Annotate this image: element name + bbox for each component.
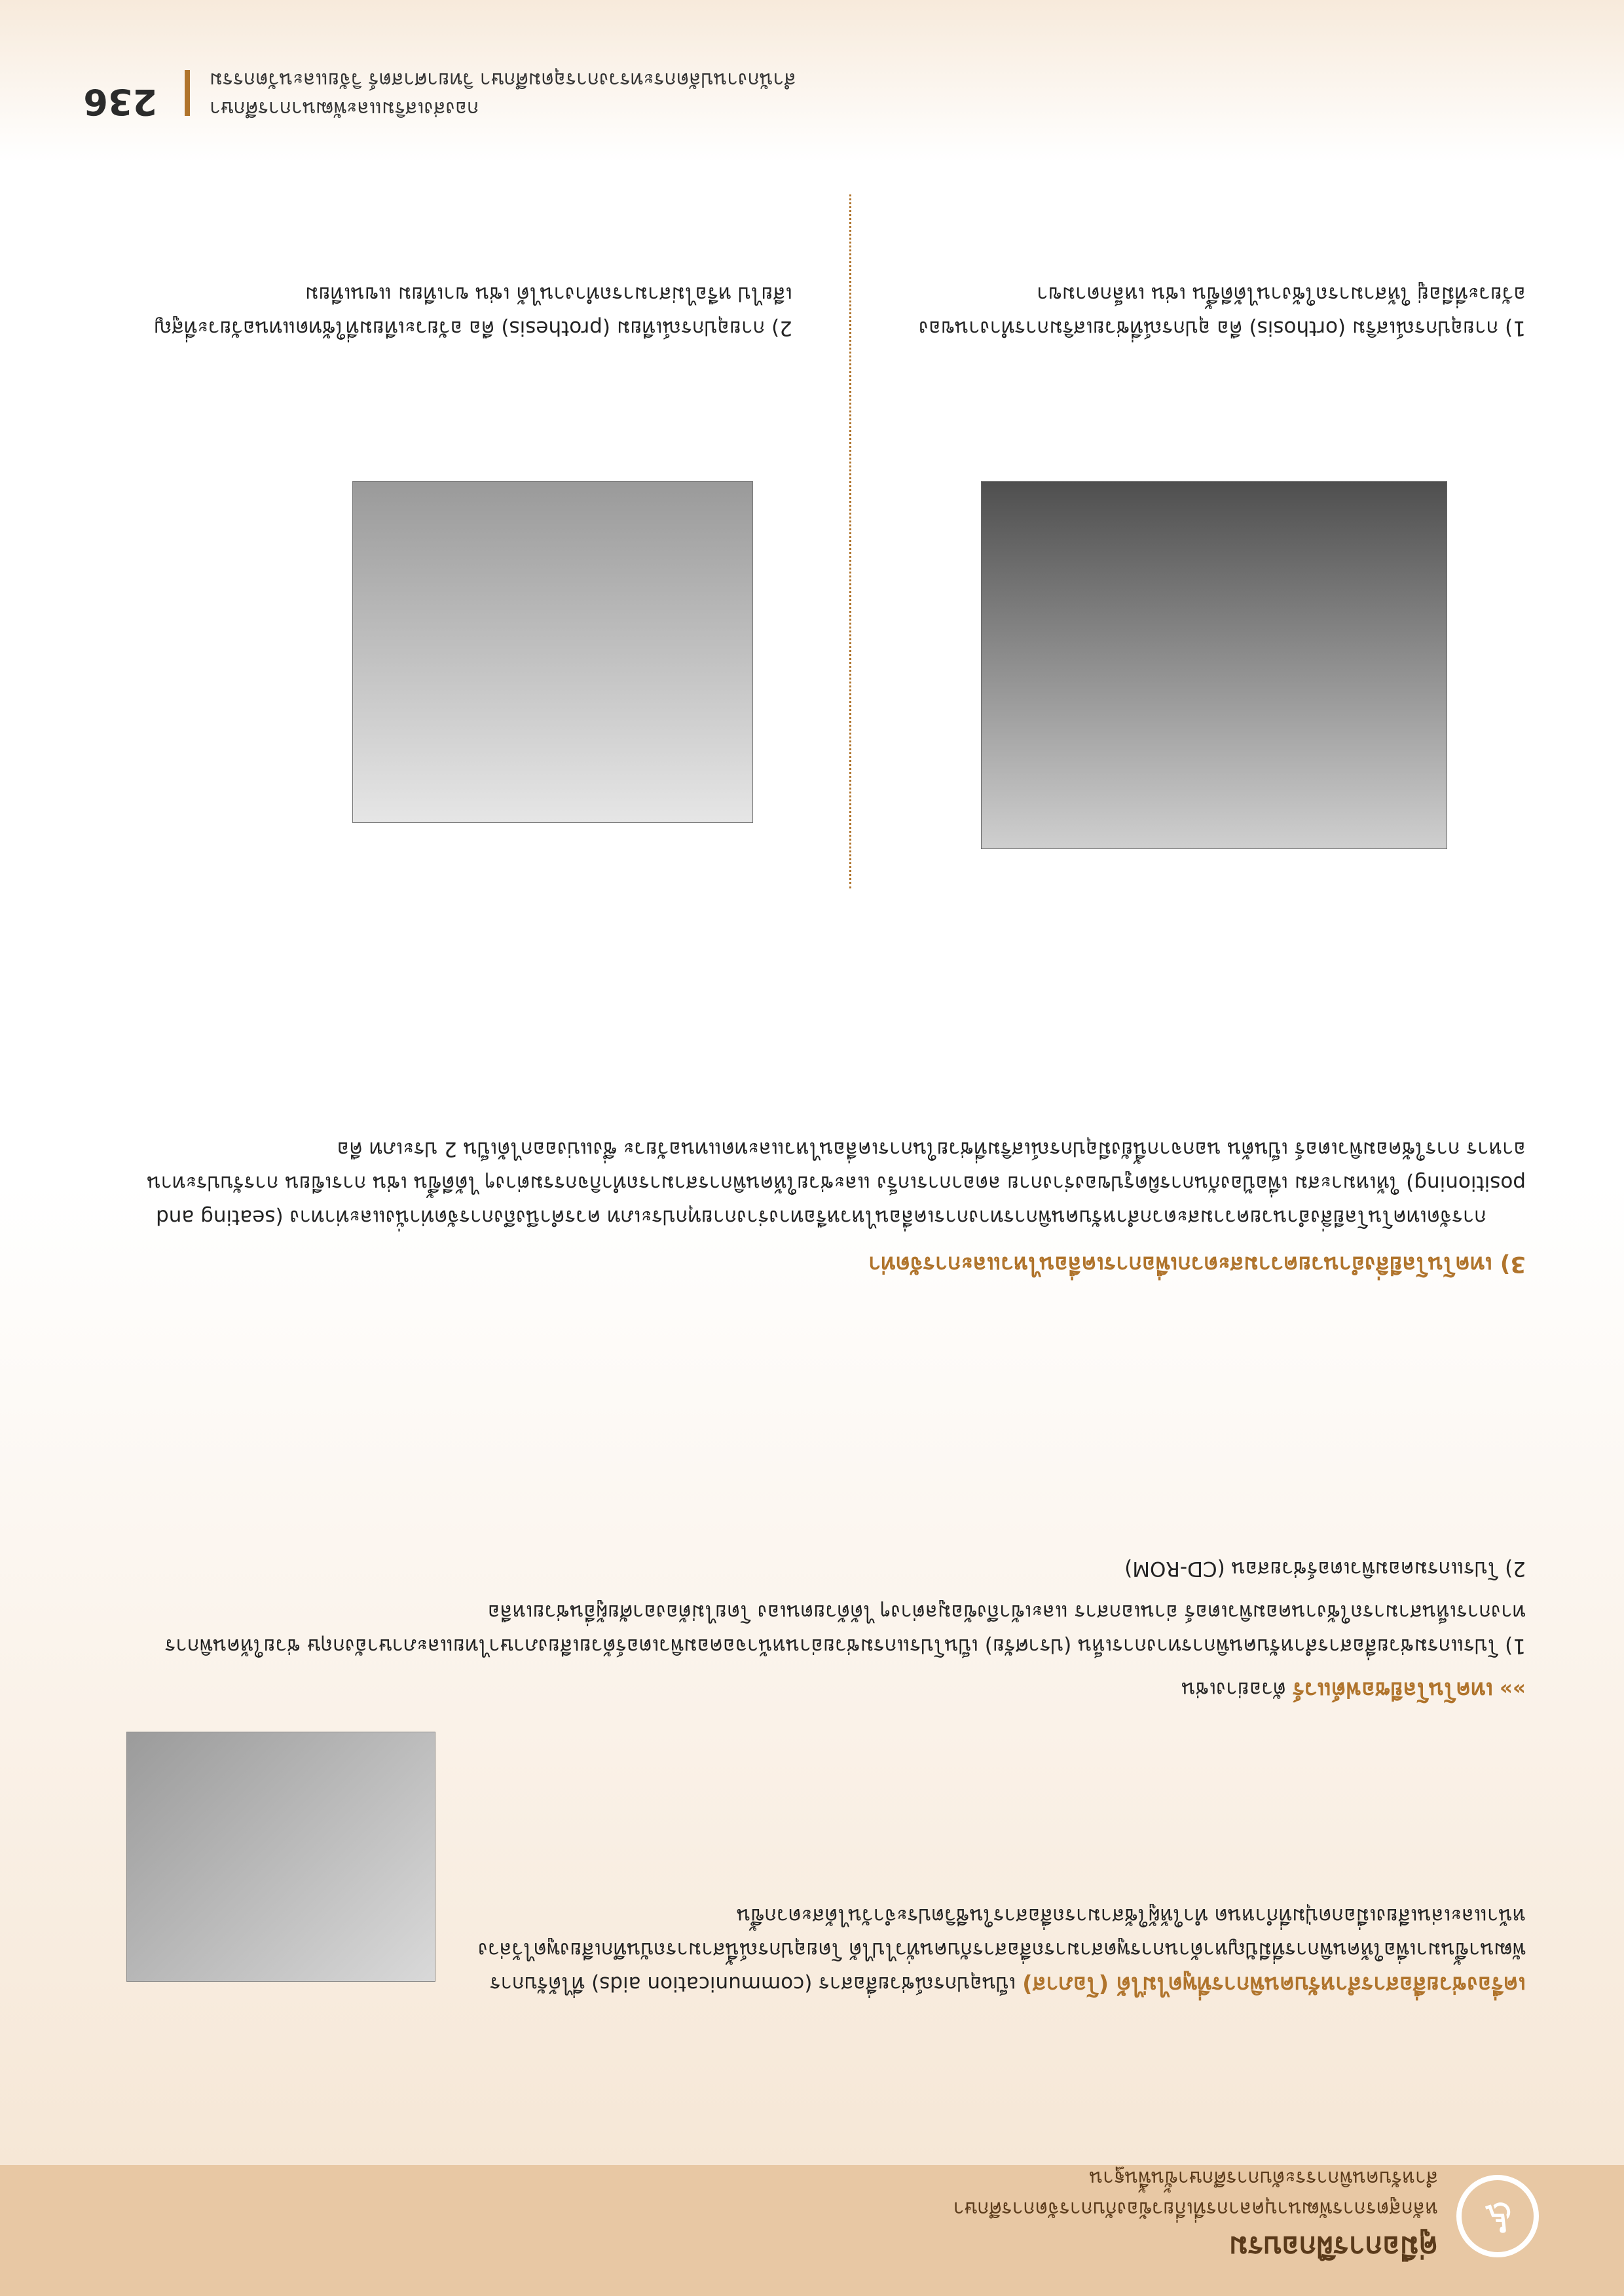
column-divider — [848, 194, 851, 888]
communication-device-photo — [126, 1732, 435, 1982]
intro-term: เครื่องช่วยสื่อสารสำหรับคนพิการที่พูดไม่ได้ (โอภาส) — [1022, 1971, 1526, 1997]
orthosis-leg-brace-photo — [981, 481, 1447, 849]
software-item-1: 1) โปรแกรมช่วยสื่อสารสำหรับคนพิการทางการเห็น (ปราศรัย) เป็นโปรแกรมช่วยอ่านหน้าจอคอมพิวเตอร์ด้วยเสียงภาษาไทยและภาษาอังกฤษ ช่วยให้คนพิการทางการเห็นสามารถใช้งานคอมพิวเตอร์ อ่านเอกสาร และเข้าถึงข้อมูลต่างๆ ได้ด้วยตนเอง โดยไม่ต้องอาศัยผู้อื่นช่วยเหลือ — [164, 1600, 1526, 1658]
positioning-section — [98, 1132, 1526, 1281]
bullet-icon: »» — [1499, 1677, 1526, 1701]
software-heading: เทคโนโลยีซอฟต์แวร์ — [1292, 1677, 1494, 1703]
software-item-2: 2) โปรแกรมคอมพิวเตอร์ช่วยสอน (CD-ROM) — [1124, 1557, 1526, 1580]
software-intro: ตัวอย่างเช่น — [1181, 1677, 1293, 1701]
footer-accent-bar — [185, 70, 190, 116]
intro-text: เป็นอุปกรณ์ช่วยสื่อสาร (communication aids) ที่ได้รับการพัฒนาขึ้นมาเพื่อให้คนพิการที่มีปัญหาด้านการพูดสามารถสื่อสารกับคนทั่วไปได้ โดยอุปกรณ์นี้สามารถบันทึกเสียงพูดไว้ล่วงหน้าและเล่นเสียงเมื่อกดปุ่มที่กำหนด ทำให้ผู้ใช้สามารถสื่อสารในชีวิตประจำวันได้สะดวกขึ้น — [478, 1904, 1526, 1995]
footer-credit — [210, 65, 838, 122]
page-number: 236 — [83, 81, 157, 122]
positioning-heading: 3) เทคโนโลยีสิ่งอำนวยความสะดวกเพื่อการเคลื่อนไหวและการจัดท่า — [868, 1251, 1526, 1277]
manual-subtitle-2: สำหรับคนพิการระดับการศึกษาขั้นพื้นฐาน — [1089, 2166, 1438, 2189]
prosthetic-leg-photo — [352, 481, 753, 823]
header-brand — [953, 2162, 1539, 2270]
footer-line-1: กองส่งเสริมและพัฒนาการศึกษา — [210, 97, 479, 120]
prosthesis-caption: 2) กายอุปกรณ์เทียม (prothesis) คือ อวัยวะเทียมที่ใช้ทดแทนอวัยวะที่สูญเสียไป หรือไม่สามารถทำงานได้ เช่น ขาเทียม แขนเทียม — [154, 282, 792, 340]
positioning-text: การจัดเทคโนโลยีสิ่งอำนวยความสะดวกสำหรับคนพิการทางการเคลื่อนไหวหรือทางร่างกายทุกประเภท ควรคำนึงถึงการจัดท่านั่งและท่าทาง (seating and positioning) ให้เหมาะสม เพื่อป้องกันการผิดรูปของร่างกาย ลดอาการเกร็ง และช่วยให้คนพิการสามารถทำกิจกรรมต่างๆ ได้ดีขึ้น เช่น การเขียน การรับประทานอาหาร การใช้คอมพิวเตอร์ เป็นต้น นอกจากนี้ยังมีอุปกรณ์เสริมที่ช่วยในการเคลื่อนไหวและทดแทนอวัยวะ ซึ่งแบ่งออกได้เป็น 2 ประเภท คือ — [147, 1137, 1526, 1229]
wheelchair-icon: ♿ — [1456, 2175, 1539, 2257]
software-section — [98, 1552, 1526, 1707]
intro-paragraph — [478, 1899, 1526, 2001]
manual-title: คู่มือการฝึกอบรม — [1228, 2230, 1438, 2263]
header-text — [953, 2162, 1438, 2270]
manual-subtitle-1: หลักสูตรการพัฒนาบุคลากรที่เกี่ยวข้องกับการจัดการศึกษา — [953, 2197, 1438, 2220]
footer-line-2: สำนักงานปลัดกระทรวงการอุดมศึกษา วิทยาศาสตร์ วิจัยและนวัตกรรม — [210, 68, 796, 91]
orthosis-caption: 1) กายอุปกรณ์เสริม (orthosis) คือ อุปกรณ์ที่ช่วยเสริมการทำงานของอวัยวะที่มีอยู่ ให้สามารถใช้งานได้ดีขึ้น เช่น เหล็กดามขา — [918, 282, 1526, 340]
